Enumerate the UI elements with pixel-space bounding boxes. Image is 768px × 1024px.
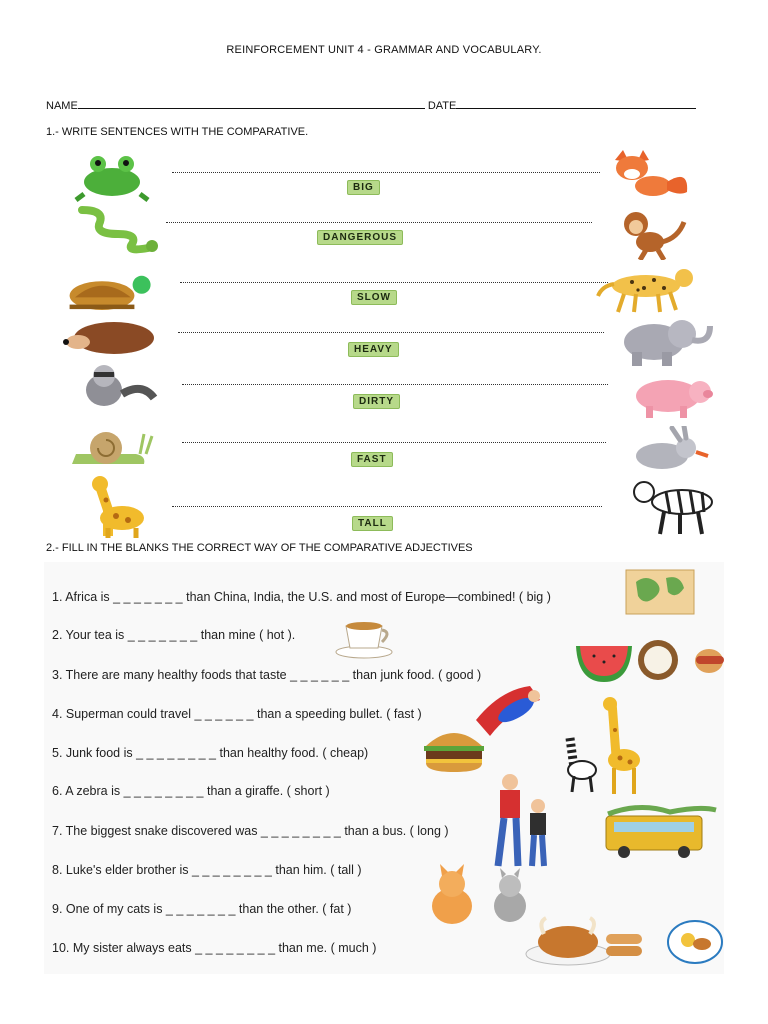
date-field[interactable] bbox=[456, 98, 696, 109]
adjective-label: DIRTY bbox=[353, 394, 400, 409]
name-field[interactable] bbox=[78, 98, 425, 109]
frog-icon bbox=[70, 150, 160, 202]
rabbit-icon bbox=[622, 426, 712, 478]
snake-icon bbox=[74, 204, 164, 256]
hedgehog-icon bbox=[58, 316, 158, 368]
cheetah-icon bbox=[596, 262, 706, 314]
sentence-1: 1. Africa is _ _ _ _ _ _ _ than China, India, the U.S. and most of Europe—combined! ( big ) bbox=[52, 590, 551, 604]
cats-icon bbox=[424, 862, 534, 928]
exercise1-row bbox=[50, 422, 734, 478]
answer-line[interactable] bbox=[180, 282, 608, 283]
sentence-8: 8. Luke's elder brother is _ _ _ _ _ _ _ _ than him. ( tall ) bbox=[52, 863, 362, 877]
giraffe-icon bbox=[596, 696, 646, 796]
adjective-label: HEAVY bbox=[348, 342, 399, 357]
answer-line[interactable] bbox=[182, 442, 606, 443]
coconut-icon bbox=[634, 634, 682, 682]
elephant-icon bbox=[614, 316, 714, 368]
name-date-row bbox=[46, 98, 696, 112]
exercise2-panel bbox=[44, 562, 724, 974]
bus-icon bbox=[600, 802, 720, 862]
adjective-label: DANGEROUS bbox=[317, 230, 403, 245]
sentence-6: 6. A zebra is _ _ _ _ _ _ _ _ than a giraffe. ( short ) bbox=[52, 784, 330, 798]
sentence-10: 10. My sister always eats _ _ _ _ _ _ _ _ than me. ( much ) bbox=[52, 941, 377, 955]
answer-line[interactable] bbox=[178, 332, 604, 333]
raccoon-icon bbox=[70, 364, 160, 410]
hot-dog-icon bbox=[694, 644, 724, 678]
exercise1-row bbox=[50, 148, 734, 204]
exercise1-title: 1.- WRITE SENTENCES WITH THE COMPARATIVE. bbox=[46, 126, 309, 138]
burger-icon bbox=[422, 724, 486, 774]
answer-line[interactable] bbox=[172, 506, 602, 507]
monkey-icon bbox=[606, 208, 696, 260]
sentence-5: 5. Junk food is _ _ _ _ _ _ _ _ than healthy food. ( cheap) bbox=[52, 746, 369, 760]
sentence-4: 4. Superman could travel _ _ _ _ _ _ than a speeding bullet. ( fast ) bbox=[52, 707, 422, 721]
pig-icon bbox=[620, 372, 720, 424]
map-icon bbox=[624, 566, 696, 618]
exercise1-grid bbox=[50, 146, 734, 538]
snail-icon bbox=[66, 424, 156, 476]
zebra-icon bbox=[556, 728, 600, 794]
adjective-label: TALL bbox=[352, 516, 393, 531]
bread-icon bbox=[604, 928, 644, 964]
watermelon-icon bbox=[574, 636, 634, 684]
answer-line[interactable] bbox=[182, 384, 608, 385]
exercise1-row bbox=[50, 262, 734, 318]
turtle-icon bbox=[66, 266, 156, 318]
page-title: REINFORCEMENT UNIT 4 - GRAMMAR AND VOCABULARY. bbox=[226, 44, 542, 56]
sentence-7: 7. The biggest snake discovered was _ _ _ _ _ _ _ _ than a bus. ( long ) bbox=[52, 824, 449, 838]
zebra-icon bbox=[624, 480, 728, 536]
sentence-2: 2. Your tea is _ _ _ _ _ _ _ than mine ( hot ). bbox=[52, 628, 296, 642]
sentence-3: 3. There are many healthy foods that taste _ _ _ _ _ _ than junk food. ( good ) bbox=[52, 668, 482, 682]
sentence-9: 9. One of my cats is _ _ _ _ _ _ _ than the other. ( fat ) bbox=[52, 902, 352, 916]
exercise1-row bbox=[50, 476, 734, 538]
exercise1-row bbox=[50, 364, 734, 420]
giraffe-icon bbox=[78, 476, 158, 538]
plate-food-icon bbox=[666, 916, 724, 966]
tea-cup-icon bbox=[334, 614, 396, 660]
roast-chicken-icon bbox=[524, 912, 614, 968]
fox-icon bbox=[605, 148, 695, 200]
adjective-label: SLOW bbox=[351, 290, 397, 305]
adjective-label: FAST bbox=[351, 452, 393, 467]
date-label: DATE bbox=[427, 100, 457, 112]
name-label: NAME bbox=[46, 100, 78, 112]
adjective-label: BIG bbox=[347, 180, 380, 195]
answer-line[interactable] bbox=[166, 222, 592, 223]
exercise1-row bbox=[50, 204, 734, 260]
exercise2-title: 2.- FILL IN THE BLANKS THE CORRECT WAY OF THE COMPARATIVE ADJECTIVES bbox=[46, 542, 473, 554]
answer-line[interactable] bbox=[172, 172, 600, 173]
boys-icon bbox=[490, 772, 556, 868]
